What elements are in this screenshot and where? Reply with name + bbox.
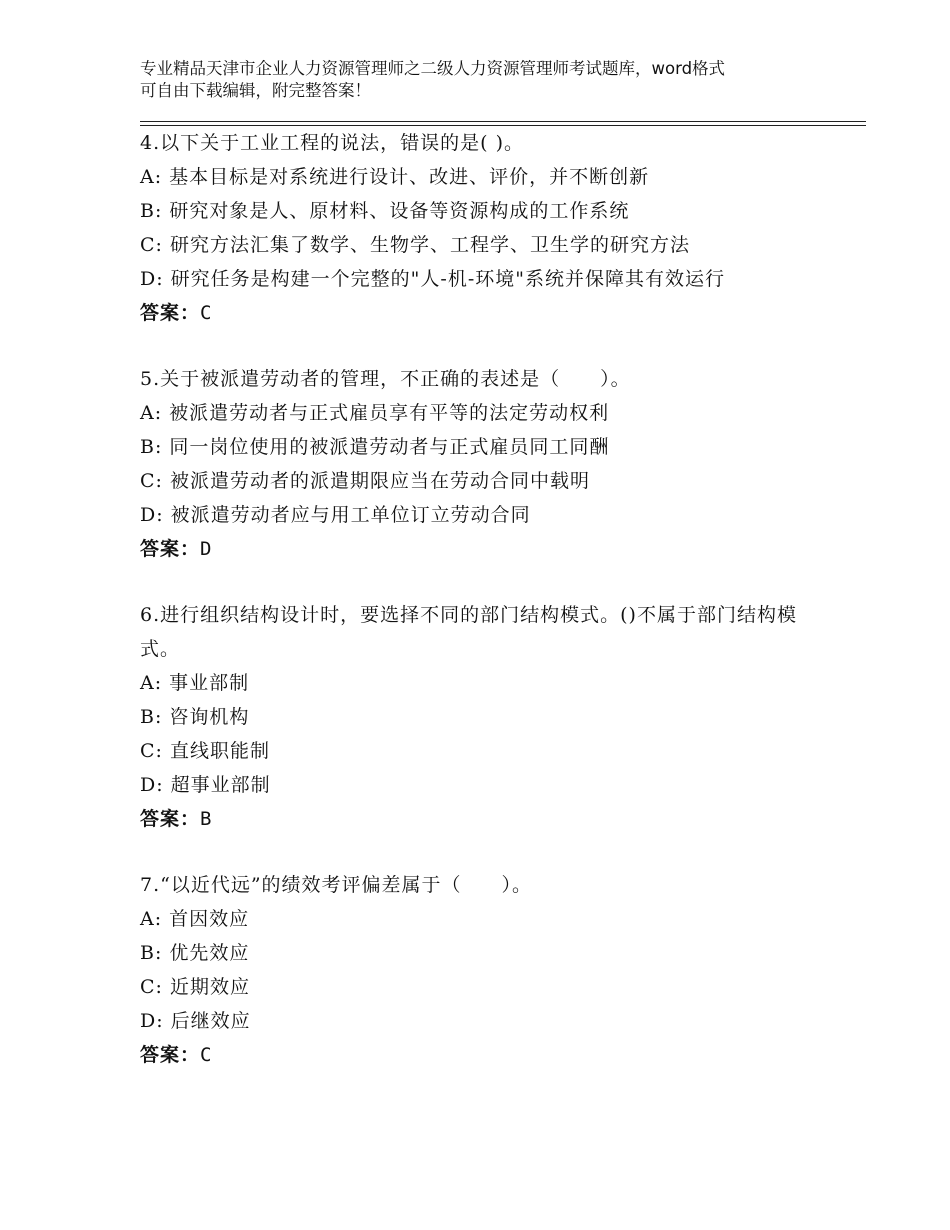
option-b: B: 同一岗位使用的被派遣劳动者与正式雇员同工同酬 [140,436,610,458]
question-item [140,598,860,836]
question-list [140,126,860,1104]
answer-line [140,532,860,566]
answer-value: C [200,302,213,324]
question-text: 6.进行组织结构设计时，要选择不同的部门结构模式。()不属于部门结构模式。 [140,604,797,660]
option-b: B: 研究对象是人、原材料、设备等资源构成的工作系统 [140,200,630,222]
answer-line [140,296,860,330]
question-item [140,868,860,1072]
document-header [140,58,840,102]
question-text: 4.以下关于工业工程的说法，错误的是( )。 [140,132,524,154]
header-divider-top [140,121,866,122]
answer-label: 答案： [140,538,201,560]
answer-value: C [200,1044,213,1066]
answer-label: 答案： [140,1044,201,1066]
option-a: A: 被派遣劳动者与正式雇员享有平等的法定劳动权利 [140,402,610,424]
option-c: C: 被派遣劳动者的派遣期限应当在劳动合同中载明 [140,470,590,492]
question-text: 5.关于被派遣劳动者的管理，不正确的表述是（ ）。 [140,368,631,390]
option-b: B: 咨询机构 [140,706,250,728]
answer-line [140,1038,860,1072]
header-line-2: 可自由下载编辑，附完整答案！ [140,81,371,100]
option-c: C: 研究方法汇集了数学、生物学、工程学、卫生学的研究方法 [140,234,690,256]
option-d: D: 后继效应 [140,1010,251,1032]
question-item [140,362,860,566]
option-a: A: 首因效应 [140,908,250,930]
answer-line [140,802,860,836]
question-item [140,126,860,330]
question-text: 7.“以近代远”的绩效考评偏差属于（ ）。 [140,874,533,896]
option-a: A: 基本目标是对系统进行设计、改进、评价，并不断创新 [140,166,650,188]
answer-label: 答案： [140,302,201,324]
option-c: C: 直线职能制 [140,740,270,762]
answer-value: D [200,538,213,560]
option-d: D: 研究任务是构建一个完整的"人-机-环境"系统并保障其有效运行 [140,268,725,290]
option-d: D: 超事业部制 [140,774,271,796]
option-b: B: 优先效应 [140,942,250,964]
option-a: A: 事业部制 [140,672,250,694]
option-c: C: 近期效应 [140,976,250,998]
answer-value: B [200,808,213,830]
answer-label: 答案： [140,808,201,830]
option-d: D: 被派遣劳动者应与用工单位订立劳动合同 [140,504,531,526]
header-line-1: 专业精品天津市企业人力资源管理师之二级人力资源管理师考试题库，word格式 [140,59,726,78]
